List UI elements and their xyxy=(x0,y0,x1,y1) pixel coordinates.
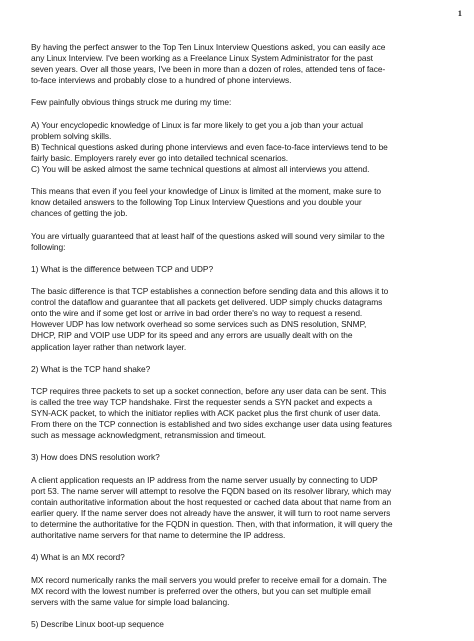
document-body xyxy=(31,42,451,641)
text-line: A client application requests an IP address from the name server usually by connecting to UDP xyxy=(31,474,378,485)
text-line: This means that even if you feel your knowledge of Linux is limited at the moment, make sure to xyxy=(31,186,381,197)
paragraph xyxy=(31,264,451,275)
paragraph xyxy=(31,619,451,630)
text-line: such as message acknowledgment, retransmission and timeout. xyxy=(31,430,266,441)
paragraph xyxy=(31,364,451,375)
text-line: However UDP has low network overhead so some services such as DNS resolution, SNMP, xyxy=(31,319,367,330)
text-line: know detailed answers to the following Top Linux Interview Questions and you double your xyxy=(31,197,362,208)
paragraph xyxy=(31,186,451,219)
paragraph xyxy=(31,475,451,542)
paragraph xyxy=(31,452,451,463)
text-line: SYN-ACK packet, to which the initiator replies with ACK packet plus the first chunk of user data. xyxy=(31,408,381,419)
text-line: DHCP, RIP and VOIP use UDP for its speed and any errors are usually dealt with on the xyxy=(31,330,353,341)
text-line: 3) How does DNS resolution work? xyxy=(31,452,160,463)
text-line: fairly basic. Employers rarely ever go into detailed technical scenarios. xyxy=(31,152,289,163)
text-line: By having the perfect answer to the Top Ten Linux Interview Questions asked, you can easily ace xyxy=(31,42,386,52)
text-line: 4) What is an MX record? xyxy=(31,552,125,563)
text-line: C) You will be asked almost the same technical questions at almost all interviews you attend. xyxy=(31,164,370,175)
text-line: earlier query. If the name server does not already have the answer, it will turn to root name servers xyxy=(31,507,391,518)
paragraph xyxy=(31,231,451,253)
page-number: 1 xyxy=(457,8,462,18)
text-line: servers with the same value for simple load balancing. xyxy=(31,596,230,607)
text-line: any Linux Interview. I've been working as a Freelance Linux System Administrator for the past xyxy=(31,53,373,64)
text-line: chances of getting the job. xyxy=(31,208,128,219)
text-line: You are virtually guaranteed that at least half of the questions asked will sound very similar to the xyxy=(31,230,385,241)
text-line: B) Technical questions asked during phone interviews and even face-to-face interviews tend to be xyxy=(31,141,388,152)
paragraph xyxy=(31,386,451,441)
text-line: is called the tree way TCP handshake. First the requester sends a SYN packet and expects a xyxy=(31,397,373,407)
text-line: TCP requires three packets to set up a socket connection, before any user data can be sent. This xyxy=(31,385,387,396)
text-line: problem solving skills. xyxy=(31,130,112,141)
paragraph xyxy=(31,286,451,353)
text-line: MX record with the lowest number is preferred over the others, but you can set multiple email xyxy=(31,585,371,596)
paragraph xyxy=(31,120,451,175)
text-line: 2) What is the TCP hand shake? xyxy=(31,363,151,374)
text-line: contain authoritative information about the host requested or cached data about that name from an xyxy=(31,496,392,507)
text-line: A) Your encyclopedic knowledge of Linux is far more likely to get you a job than your actual xyxy=(31,119,363,130)
text-line: From there on the TCP connection is established and two sides exchange user data using features xyxy=(31,419,392,430)
text-line: authoritative name servers for that name to determine the IP address. xyxy=(31,530,286,541)
text-line: to-face interviews and probably close to a hundred of phone interviews. xyxy=(31,75,292,86)
text-line: control the dataflow and guarantee that all packets get delivered. UDP simply chucks datagrams xyxy=(31,297,383,308)
text-line: 1) What is the difference between TCP and UDP? xyxy=(31,263,214,274)
text-line: port 53. The name server will attempt to resolve the FQDN based on its resolver library, which may xyxy=(31,485,392,496)
text-line: The basic difference is that TCP establishes a connection before sending data and this allows it to xyxy=(31,286,389,297)
paragraph xyxy=(31,575,451,608)
text-line: application layer rather than network layer. xyxy=(31,341,187,352)
text-line: MX record numerically ranks the mail servers you would prefer to receive email for a domain. The xyxy=(31,574,387,585)
text-line: onto the wire and if some get lost or arrive in bad order there's no way to request a resend. xyxy=(31,308,363,319)
text-line: to determine the authoritative for the FQDN in question. Then, with that information, it will query the xyxy=(31,519,393,530)
paragraph xyxy=(31,552,451,563)
text-line: following: xyxy=(31,241,66,252)
text-line: 5) Describe Linux boot-up sequence xyxy=(31,618,164,629)
text-line: Few painfully obvious things struck me during my time: xyxy=(31,97,232,108)
paragraph xyxy=(31,42,451,86)
text-line: seven years. Over all those years, I've been in more than a dozen of roles, attended tens of face- xyxy=(31,64,386,75)
paragraph xyxy=(31,97,451,108)
